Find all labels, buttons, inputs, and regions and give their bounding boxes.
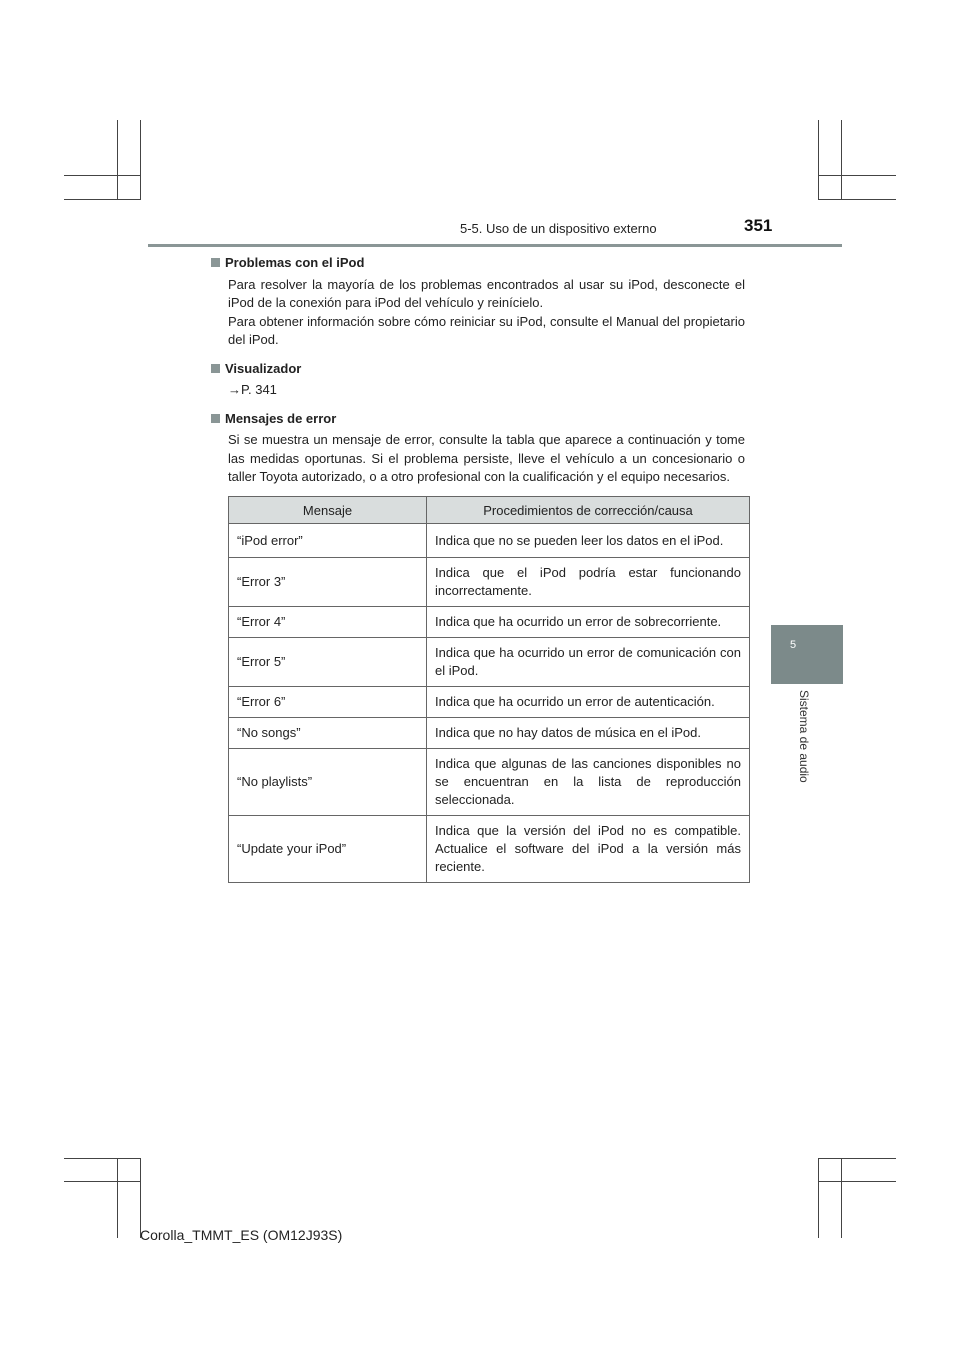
table-header-row bbox=[229, 497, 750, 524]
table-row bbox=[229, 687, 750, 718]
crop-mark bbox=[818, 1158, 819, 1238]
crop-mark bbox=[140, 1158, 141, 1238]
section-heading bbox=[211, 410, 745, 429]
square-bullet-icon bbox=[211, 258, 220, 267]
procedure-cell: Indica que ha ocurrido un error de sobrecorriente. bbox=[427, 607, 750, 638]
message-cell: “Error 3” bbox=[229, 558, 427, 607]
table-row bbox=[229, 524, 750, 558]
crop-mark bbox=[818, 175, 896, 176]
table-row bbox=[229, 749, 750, 816]
message-cell: “No playlists” bbox=[229, 749, 427, 816]
chapter-number: 5 bbox=[789, 639, 797, 651]
section-title: 5-5. Uso de un dispositivo externo bbox=[460, 221, 657, 236]
document-code: Corolla_TMMT_ES (OM12J93S) bbox=[140, 1227, 343, 1243]
table-row bbox=[229, 816, 750, 883]
chapter-tab bbox=[771, 625, 843, 684]
error-message-table bbox=[228, 496, 750, 883]
crop-mark bbox=[818, 1158, 896, 1159]
message-cell: “No songs” bbox=[229, 718, 427, 749]
procedure-cell: Indica que ha ocurrido un error de autenticación. bbox=[427, 687, 750, 718]
section-heading bbox=[211, 360, 745, 379]
message-cell: “Error 6” bbox=[229, 687, 427, 718]
crop-mark bbox=[64, 1158, 141, 1159]
table-row bbox=[229, 607, 750, 638]
heading-text: Visualizador bbox=[225, 360, 302, 376]
message-cell: “Update your iPod” bbox=[229, 816, 427, 883]
procedure-cell: Indica que ha ocurrido un error de comunicación con el iPod. bbox=[427, 638, 750, 687]
square-bullet-icon bbox=[211, 414, 220, 423]
table-row bbox=[229, 638, 750, 687]
crop-mark bbox=[841, 1158, 842, 1238]
procedure-cell: Indica que la versión del iPod no es compatible. Actualice el software del iPod a la versión más reciente. bbox=[427, 816, 750, 883]
page-content bbox=[211, 254, 745, 487]
crop-mark bbox=[64, 199, 141, 200]
paragraph: Si se muestra un mensaje de error, consulte la tabla que aparece a continuación y tome las medidas oportunas. Si el problema persiste, lleve el vehículo a un concesionario o taller Toyota autorizado, o a otro profesional con la cualificación y el equipo necesarios. bbox=[228, 432, 745, 484]
procedure-cell: Indica que no hay datos de música en el iPod. bbox=[427, 718, 750, 749]
table-row bbox=[229, 718, 750, 749]
procedure-cell: Indica que algunas de las canciones disponibles no se encuentran en la lista de reproducción seleccionada. bbox=[427, 749, 750, 816]
message-cell: “Error 4” bbox=[229, 607, 427, 638]
crop-mark bbox=[140, 120, 141, 200]
crop-mark bbox=[818, 199, 896, 200]
column-header-message: Mensaje bbox=[229, 497, 427, 524]
crop-mark bbox=[64, 1181, 141, 1182]
paragraph: Para resolver la mayoría de los problemas encontrados al usar su iPod, desconecte el iPod de la conexión para iPod del vehículo y reinícielo. bbox=[228, 276, 745, 310]
message-cell: “iPod error” bbox=[229, 524, 427, 558]
page-reference-link[interactable]: →P. 341 bbox=[228, 382, 277, 397]
section-heading bbox=[211, 254, 745, 273]
crop-mark bbox=[64, 175, 141, 176]
crop-mark bbox=[818, 120, 819, 200]
crop-mark bbox=[117, 120, 118, 200]
page-number: 351 bbox=[744, 216, 773, 235]
paragraph: Para obtener información sobre cómo reiniciar su iPod, consulte el Manual del propietario del iPod. bbox=[228, 313, 745, 347]
procedure-cell: Indica que no se pueden leer los datos en el iPod. bbox=[427, 524, 750, 558]
table-row bbox=[229, 558, 750, 607]
crop-mark bbox=[841, 120, 842, 200]
heading-text: Problemas con el iPod bbox=[225, 255, 365, 270]
chapter-title: Sistema de audio bbox=[797, 690, 811, 783]
header-divider bbox=[148, 244, 842, 247]
message-cell: “Error 5” bbox=[229, 638, 427, 687]
column-header-procedure: Procedimientos de corrección/causa bbox=[427, 497, 750, 524]
heading-text: Mensajes de error bbox=[225, 410, 337, 426]
crop-mark bbox=[117, 1158, 118, 1238]
procedure-cell: Indica que el iPod podría estar funcionando incorrectamente. bbox=[427, 558, 750, 607]
square-bullet-icon bbox=[211, 364, 220, 373]
crop-mark bbox=[818, 1181, 896, 1182]
